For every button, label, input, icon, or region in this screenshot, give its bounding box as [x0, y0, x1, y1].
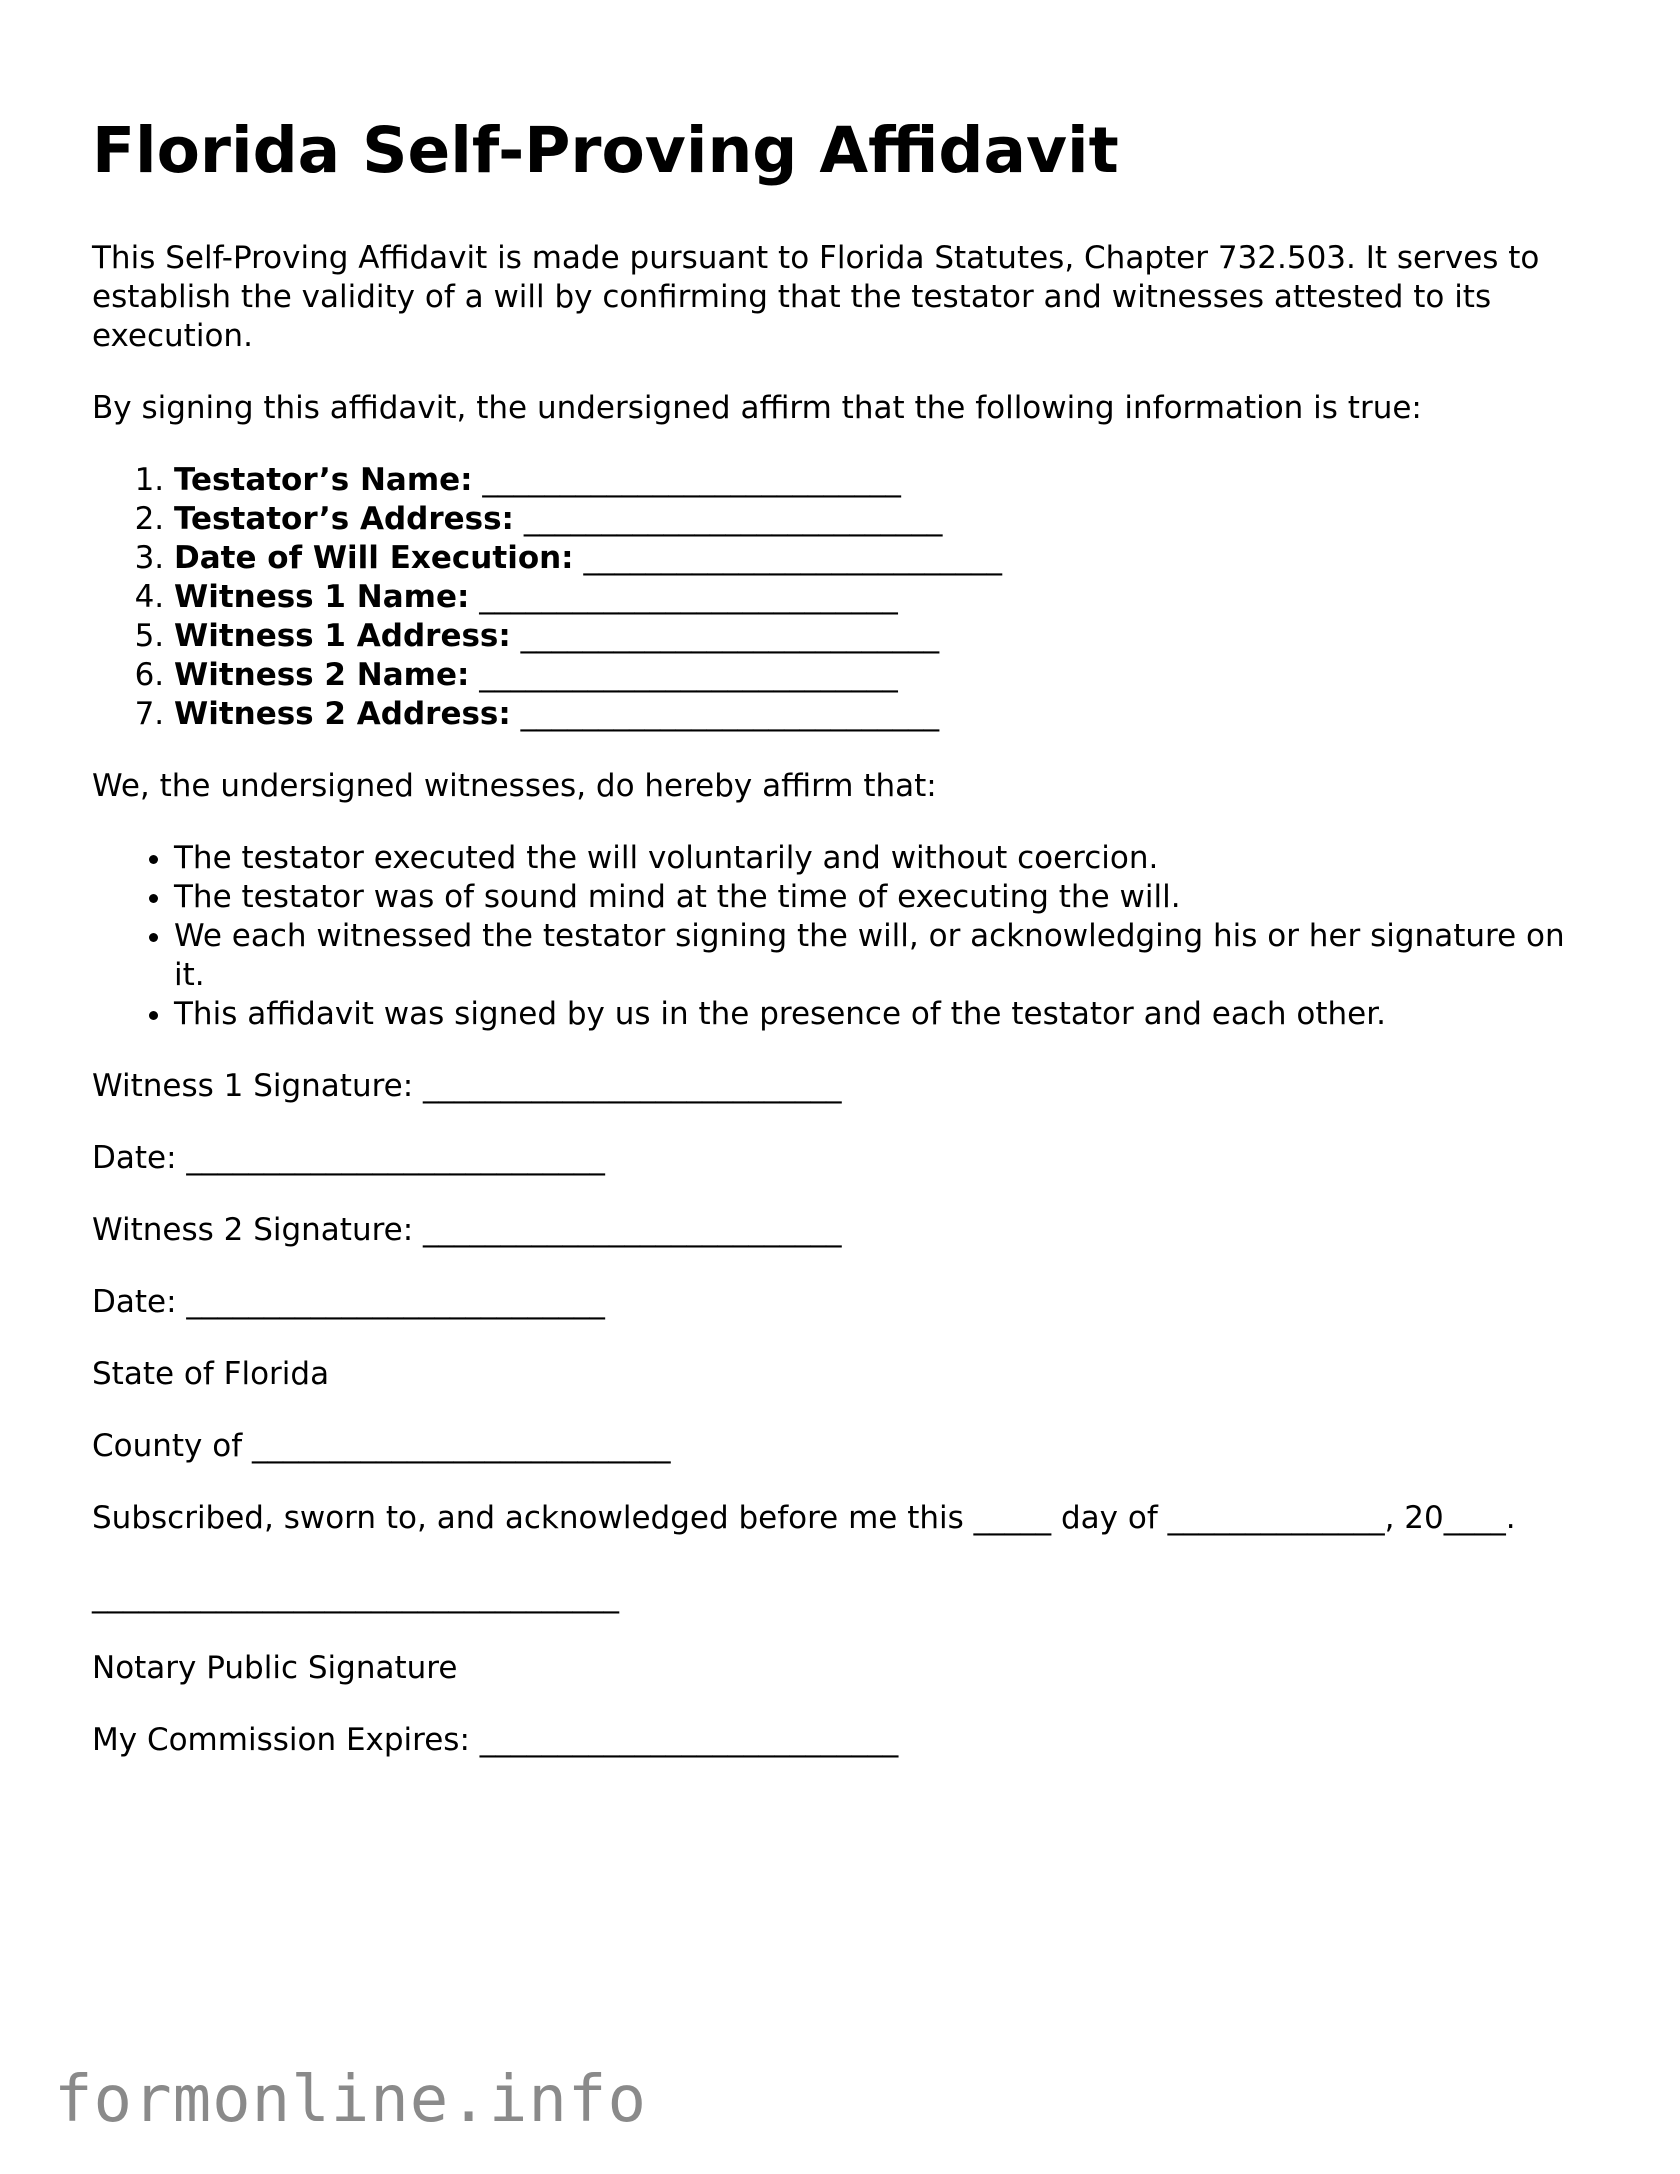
field-label: Testator’s Name:	[174, 462, 473, 498]
witness2-date-line: Date: ___________________________	[92, 1284, 605, 1320]
commission-expires-line: My Commission Expires: ___________________________	[92, 1722, 899, 1758]
state-line: State of Florida	[92, 1356, 330, 1392]
field-label: Witness 2 Name:	[174, 657, 470, 693]
blank-line: ___________________________	[520, 618, 940, 654]
witness-intro: We, the undersigned witnesses, do hereby affirm that:	[92, 768, 937, 804]
list-item: • The testator was of sound mind at the time of executing the will.	[174, 878, 1602, 917]
field-label: Witness 1 Name:	[174, 579, 470, 615]
field-label: Date of Will Execution:	[174, 540, 574, 576]
witness2-signature-line: Witness 2 Signature: ___________________________	[92, 1212, 842, 1248]
list-item: • The testator executed the will voluntarily and without coercion.	[174, 839, 1602, 878]
field-witness2-name	[174, 656, 1602, 695]
page-title: Florida Self-Proving Affidavit	[92, 114, 1119, 187]
field-label: Witness 2 Address:	[174, 696, 511, 732]
field-testator-name	[174, 461, 1602, 500]
watermark: formonline.info	[54, 2063, 647, 2137]
field-label: Testator’s Address:	[174, 501, 514, 537]
field-label: Witness 1 Address:	[174, 618, 511, 654]
field-witness2-address	[174, 695, 1602, 734]
list-item: • We each witnessed the testator signing the will, or acknowledging his or her signature on it.	[174, 917, 1602, 995]
field-witness1-name	[174, 578, 1602, 617]
field-testator-address	[174, 500, 1602, 539]
blank-line: ___________________________	[482, 462, 901, 498]
blank-line: ___________________________	[520, 696, 940, 732]
blank-line: ___________________________	[479, 657, 898, 693]
witness1-signature-line: Witness 1 Signature: ___________________________	[92, 1068, 842, 1104]
witness1-date-line: Date: ___________________________	[92, 1140, 605, 1176]
notary-signature-label: Notary Public Signature	[92, 1650, 458, 1686]
blank-line: ___________________________	[479, 579, 898, 615]
field-will-execution-date	[174, 539, 1602, 578]
witness-statement-list	[92, 839, 1602, 1034]
list-item: • This affidavit was signed by us in the presence of the testator and each other.	[174, 995, 1602, 1034]
county-line: County of ___________________________	[92, 1428, 671, 1464]
blank-line: ___________________________	[523, 501, 943, 537]
field-witness1-address	[174, 617, 1602, 656]
info-field-list	[92, 461, 1602, 734]
subscribed-statement: Subscribed, sworn to, and acknowledged before me this _____ day of ______________, 20____.	[92, 1500, 1516, 1536]
affirm-intro: By signing this affidavit, the undersigned affirm that the following information is true:	[92, 390, 1422, 426]
intro-paragraph: This Self-Proving Affidavit is made pursuant to Florida Statutes, Chapter 732.503. It serves to establish the validity of a will by confirming that the testator and witnesses attested to its execution.	[92, 240, 1540, 354]
affidavit-document	[92, 112, 1602, 1793]
notary-signature-line: __________________________________	[92, 1578, 619, 1614]
blank-line: ___________________________	[583, 540, 1002, 576]
